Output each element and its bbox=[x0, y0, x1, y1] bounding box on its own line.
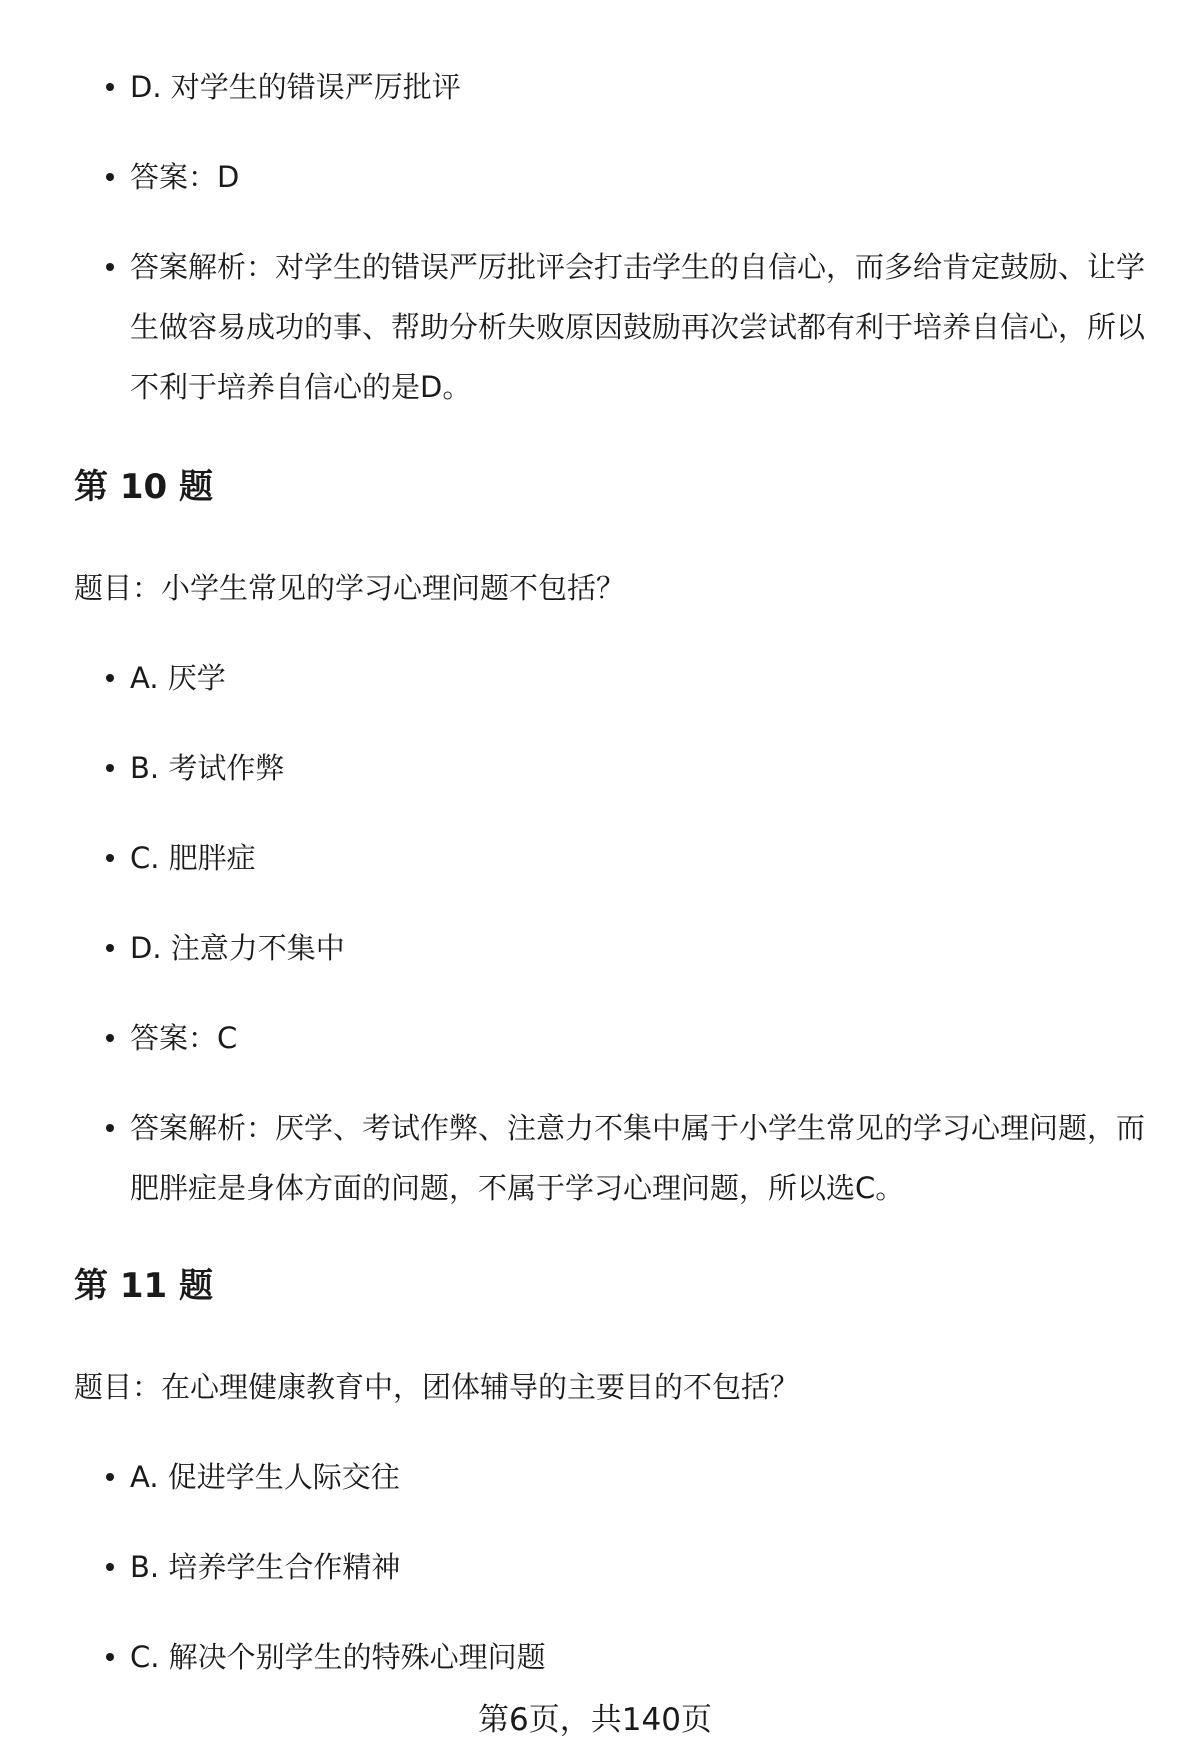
bullet-icon bbox=[106, 173, 114, 181]
q10-answer bbox=[130, 1008, 1160, 1068]
q9-answer-text: 答案：D bbox=[130, 160, 240, 194]
bullet-icon bbox=[106, 944, 114, 952]
q10-analysis bbox=[130, 1098, 1160, 1218]
q10-option-b bbox=[130, 738, 1160, 798]
bullet-icon bbox=[106, 83, 114, 91]
q9-option-d-text: D. 对学生的错误严厉批评 bbox=[130, 70, 461, 104]
q10-analysis-text: 答案解析：厌学、考试作弊、注意力不集中属于小学生常见的学习心理问题，而肥胖症是身体方面的问题，不属于学习心理问题，所以选C。 bbox=[130, 1111, 1146, 1205]
q9-answer bbox=[130, 147, 1160, 207]
bullet-icon bbox=[106, 674, 114, 682]
bullet-icon bbox=[106, 764, 114, 772]
q11-option-c-text: C. 解决个别学生的特殊心理问题 bbox=[130, 1640, 546, 1674]
q10-option-a bbox=[130, 648, 1160, 708]
q10-option-b-text: B. 考试作弊 bbox=[130, 751, 285, 785]
q10-answer-text: 答案：C bbox=[130, 1021, 238, 1055]
q9-option-d bbox=[130, 57, 1160, 117]
q10-option-d-text: D. 注意力不集中 bbox=[130, 931, 345, 965]
bullet-icon bbox=[106, 1473, 114, 1481]
bullet-icon bbox=[106, 1563, 114, 1571]
bullet-icon bbox=[106, 263, 114, 271]
bullet-icon bbox=[106, 1653, 114, 1661]
q11-option-a-text: A. 促进学生人际交往 bbox=[130, 1460, 400, 1494]
q10-option-d bbox=[130, 918, 1160, 978]
bullet-icon bbox=[106, 1124, 114, 1132]
q11-option-b bbox=[130, 1537, 1160, 1597]
q10-heading: 第 10 题 bbox=[74, 467, 213, 507]
bullet-icon bbox=[106, 854, 114, 862]
q10-option-a-text: A. 厌学 bbox=[130, 661, 226, 695]
q9-analysis-text: 答案解析：对学生的错误严厉批评会打击学生的自信心，而多给肯定鼓励、让学生做容易成功的事、帮助分析失败原因鼓励再次尝试都有利于培养自信心，所以不利于培养自信心的是D。 bbox=[130, 250, 1146, 404]
q10-question: 题目：小学生常见的学习心理问题不包括？ bbox=[74, 571, 626, 605]
q11-option-a bbox=[130, 1447, 1160, 1507]
q10-option-c-text: C. 肥胖症 bbox=[130, 841, 256, 875]
q10-option-c bbox=[130, 828, 1160, 888]
q9-analysis bbox=[130, 237, 1160, 417]
q11-option-b-text: B. 培养学生合作精神 bbox=[130, 1550, 401, 1584]
bullet-icon bbox=[106, 1034, 114, 1042]
q11-heading: 第 11 题 bbox=[74, 1266, 213, 1306]
q11-question: 题目：在心理健康教育中，团体辅导的主要目的不包括？ bbox=[74, 1370, 800, 1404]
q11-option-c bbox=[130, 1627, 1160, 1687]
page-number-footer: 第6页，共140页 bbox=[478, 1702, 712, 1738]
